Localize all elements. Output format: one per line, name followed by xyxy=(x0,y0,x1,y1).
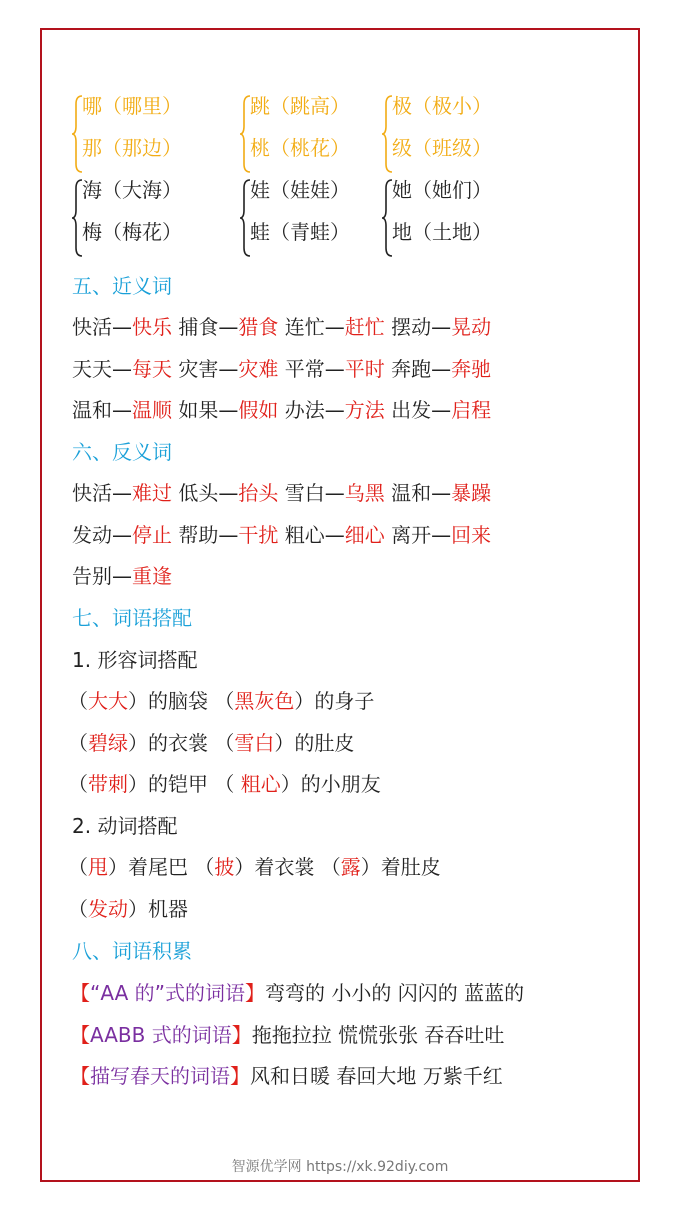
word: 发动— xyxy=(72,522,132,547)
antonyms-heading: 六、反义词 xyxy=(72,440,172,464)
answer-word: 暴躁 xyxy=(451,481,492,505)
collocation-tail: ）的肚皮 xyxy=(274,730,355,755)
word-pair-row xyxy=(72,562,172,590)
accumulation-row xyxy=(70,1021,504,1049)
word: 离开— xyxy=(391,522,452,547)
word: 灾害— xyxy=(178,356,239,381)
character-group xyxy=(382,92,532,176)
word: 摆动— xyxy=(391,315,452,339)
accumulation-row xyxy=(70,979,524,1007)
answer-word: 晃动 xyxy=(451,315,492,339)
answer-word: 奔驰 xyxy=(451,356,492,381)
answer-word: 赶忙 xyxy=(344,315,385,339)
collocation-tail: ）的脑袋 xyxy=(128,689,208,713)
footer-watermark: 智源优学网 https://xk.92diy.com xyxy=(231,1159,449,1175)
bracket-open: 【 xyxy=(70,1064,90,1088)
character-word: 蛙（青蛙） xyxy=(250,220,350,244)
category-label: “AA 的”式的词语 xyxy=(90,981,245,1005)
bracket-open: 【 xyxy=(70,1022,90,1047)
character-group xyxy=(72,176,222,260)
answer-word: 停止 xyxy=(132,522,172,547)
answer-word: 细心 xyxy=(344,522,385,547)
bracket-open: （ xyxy=(214,772,241,796)
example-words: 弯弯的 小小的 闪闪的 蓝蓝的 xyxy=(265,981,525,1005)
answer-word: 大大 xyxy=(88,689,128,713)
answer-word: 黑灰色 xyxy=(234,689,295,713)
bracket-close: 】 xyxy=(230,1064,250,1088)
answer-word: 抬头 xyxy=(238,481,279,505)
answer-word: 甩 xyxy=(88,855,108,879)
word: 温和— xyxy=(391,481,452,505)
word: 平常— xyxy=(284,356,345,381)
answer-word: 发动 xyxy=(88,896,128,921)
word: 帮助— xyxy=(178,522,239,547)
character-word: 极（极小） xyxy=(392,94,492,118)
answer-word: 方法 xyxy=(344,398,385,422)
answer-word: 猎食 xyxy=(238,315,279,339)
character-word: 梅（梅花） xyxy=(82,220,182,244)
answer-word: 假如 xyxy=(238,398,279,422)
answer-word: 露 xyxy=(340,855,361,879)
bracket-open: （ xyxy=(320,855,341,879)
word: 快活— xyxy=(72,315,132,339)
answer-word: 回来 xyxy=(451,522,492,547)
bracket-open: （ xyxy=(194,855,215,879)
category-label: 描写春天的词语 xyxy=(90,1064,230,1088)
answer-word: 启程 xyxy=(451,398,492,422)
collocation-tail: ）的衣裳 xyxy=(128,730,208,755)
collocation-row xyxy=(68,729,354,757)
synonyms-heading: 五、近义词 xyxy=(72,274,172,298)
word: 雪白— xyxy=(284,481,345,505)
answer-word: 平时 xyxy=(344,356,385,381)
answer-word: 乌黑 xyxy=(344,481,385,505)
answer-word: 披 xyxy=(214,855,235,879)
character-word: 桃（桃花） xyxy=(250,136,350,160)
collocation-tail: ）着衣裳 xyxy=(234,855,315,879)
character-word: 娃（娃娃） xyxy=(250,178,350,202)
accumulation-row xyxy=(70,1062,503,1090)
word-pair-row xyxy=(72,355,491,383)
word: 告别— xyxy=(72,564,132,588)
character-word: 跳（跳高） xyxy=(250,94,350,118)
answer-word: 碧绿 xyxy=(88,730,128,755)
character-group xyxy=(382,176,532,260)
collocation-row xyxy=(68,687,374,715)
word: 温和— xyxy=(72,398,132,422)
answer-word: 雪白 xyxy=(234,730,275,755)
character-word: 海（大海） xyxy=(82,178,182,202)
character-word: 级（班级） xyxy=(392,136,492,160)
bracket-open: 【 xyxy=(70,981,90,1005)
bracket-open: （ xyxy=(68,772,88,796)
answer-word: 灾难 xyxy=(238,356,279,381)
verb-collocation-title: 2. 动词搭配 xyxy=(72,814,178,838)
word: 奔跑— xyxy=(391,356,452,381)
accumulation-heading: 八、词语积累 xyxy=(72,939,192,963)
bracket-open: （ xyxy=(68,730,88,755)
character-group xyxy=(240,92,390,176)
answer-word: 重逢 xyxy=(132,564,172,588)
word: 连忙— xyxy=(284,315,345,339)
answer-word: 难过 xyxy=(132,481,172,505)
collocation-row xyxy=(68,853,441,881)
example-words: 拖拖拉拉 慌慌张张 吞吞吐吐 xyxy=(251,1022,505,1047)
word: 出发— xyxy=(391,398,452,422)
collocation-tail: ）的小朋友 xyxy=(280,772,381,796)
collocation-tail: ）着尾巴 xyxy=(108,855,188,879)
collocation-row xyxy=(68,895,188,923)
character-word: 她（她们） xyxy=(392,178,492,202)
word: 快活— xyxy=(72,481,132,505)
bracket-close: 】 xyxy=(245,981,265,1005)
word: 如果— xyxy=(178,398,239,422)
answer-word: 温顺 xyxy=(132,398,172,422)
collocation-tail: ）机器 xyxy=(128,896,188,921)
bracket-open: （ xyxy=(214,689,235,713)
collocation-tail: ）着肚皮 xyxy=(360,855,441,879)
word: 粗心— xyxy=(284,522,345,547)
answer-word: 带刺 xyxy=(88,772,128,796)
bracket-open: （ xyxy=(214,730,235,755)
character-group xyxy=(72,92,222,176)
character-word: 地（土地） xyxy=(392,220,492,244)
character-word: 哪（哪里） xyxy=(82,94,182,118)
answer-word: 干扰 xyxy=(238,522,279,547)
word: 低头— xyxy=(178,481,239,505)
word-pair-row xyxy=(72,521,491,549)
word-pair-row xyxy=(72,313,491,341)
collocation-row xyxy=(68,770,381,798)
word: 捕食— xyxy=(178,315,239,339)
bracket-close: 】 xyxy=(231,1022,252,1047)
collocation-tail: ）的铠甲 xyxy=(128,772,208,796)
word-pair-row xyxy=(72,479,491,507)
bracket-open: （ xyxy=(68,855,88,879)
answer-word: 快乐 xyxy=(132,315,172,339)
answer-word: 粗心 xyxy=(240,772,281,796)
word: 办法— xyxy=(284,398,345,422)
example-words: 风和日暖 春回大地 万紫千红 xyxy=(250,1064,503,1088)
word-pair-row xyxy=(72,396,491,424)
character-word: 那（那边） xyxy=(82,136,182,160)
bracket-open: （ xyxy=(68,689,88,713)
word: 天天— xyxy=(72,356,132,381)
collocation-heading: 七、词语搭配 xyxy=(72,606,192,630)
adjective-collocation-title: 1. 形容词搭配 xyxy=(72,648,198,672)
answer-word: 每天 xyxy=(132,356,172,381)
bracket-open: （ xyxy=(68,896,88,921)
collocation-tail: ）的身子 xyxy=(294,689,375,713)
category-label: AABB 式的词语 xyxy=(90,1022,232,1047)
character-group xyxy=(240,176,390,260)
